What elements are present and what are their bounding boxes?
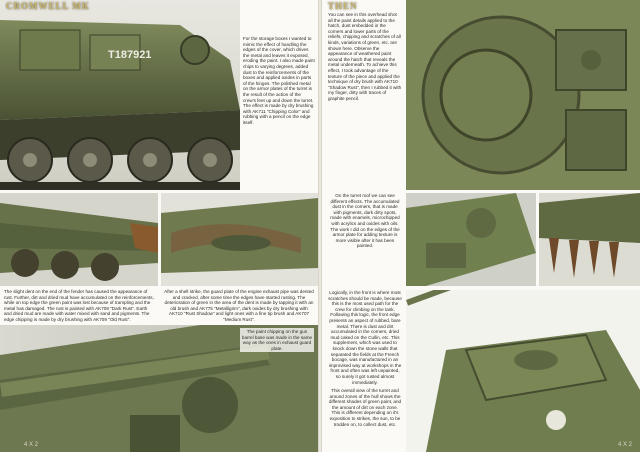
caption-front: Logically, in the front is where most scratches should be made, because this is the most used path for the crew for climbing on the tank. Following this logic, the front edge presents an aspect of rubbed, bare metal. There is dust and dirt accumulated in the corners, dried mud caked on the Cullin, etc. This supplement, which was used to knock down the stone walls that separated the fields at the French bocage, was manufactured in an improvised way at workshops in the front and often was left unpainted, so surely it got rusted almost immediately. (328, 290, 402, 385)
fender-closeup-photo (0, 193, 158, 286)
hedge-cutter-photo (539, 193, 640, 286)
hull-number-marking: T187921 (108, 49, 152, 61)
caption-exhaust: After a shell strike, the guard plate of the engine exhaust pipe was dented and cracked, after some time the edges have started rusting. The deterioration of green in the area of the dent is made by tapping it with an old brush and AK775 "Metalligrim", dark oxides by dry brushing with AK710 "Rust Shadow" and light ones with a fine tip brush and AK707 "Medium Rust". (164, 289, 314, 322)
right-page (322, 0, 640, 452)
hatch-overhead-photo (406, 0, 640, 190)
exhaust-guard-photo (161, 193, 318, 286)
tank-side-photo (0, 0, 240, 190)
turret-overall-photo (406, 290, 640, 452)
right-folio: 4 X 2 (617, 442, 632, 448)
turret-roof-photo (406, 193, 536, 286)
right-header-title: THEN (328, 1, 358, 11)
caption-hatch: You can see in this overhead shot all the paint details applied to the hatch, dust embedded in the corners and lower parts of the reliefs, chipping and scratches of all kinds, variations of green, etc. are shown here. Observe the appearance of weathered paint around the hatch that reveals the metal underneath. To achieve this effect, I took advantage of the texture of the piece and applied the technique of dry brush with AK710 "Shadow Rust", then I rubbed it with my finger, dirty with traces of graphite pencil. (328, 12, 402, 101)
caption-turret-roof: On the turret roof we can see different effects. The accumulated dust in the corners, that is made with pigments, dark dirty spots, made with enamels, microchipped with acrylics and oxides with oils. The work I did on the edges of the armor plate for adding texture is more visible after it has been painted. (330, 193, 400, 249)
left-page (0, 0, 318, 452)
caption-storage-boxes: For the storage boxes I wanted to mimic the effect of handling the edges of the cover, which drives the metal and leaves it exposed, eroding the paint. I also made paint chips to varying degrees, added dust to the reinforcements of the boxes and applied oxides in parts of the hinges. The polished metal on the armor plates of the turret is the result of the action of the crew's feet up and down the turret. The effect is made by dry brushing with AK711 "Chipping Color" and rubbing with a pencil on the edge itself. (243, 36, 315, 125)
caption-overall: This overall view of the turret and around zones of the hull shows the different shades of green paint, and the amount of dirt on each zone. This is different depending on it's exposition to strikes, the sun, to be trodden on, to collect dust, etc. (328, 388, 402, 427)
caption-fender: The slight dent on the end of the fender has caused the appearance of rust. Further, dirt and dried mud have accumulated on the reinforcements, while on top edge the green paint was lost because of trampling and the metal has damaged. The rust is painted with AK708 "Dark Rust". Earth and dried mud are made with water mixed with sand and pigments. The edge chipping is made by dry brushing with AK709 "Old Rust". (4, 289, 154, 322)
left-header-title: CROMWELL MK (6, 1, 90, 11)
caption-gun-barrel: The paint chipping on the gun barrel base was made in the same way as the ones in exhaust guard plate. (241, 329, 313, 351)
left-folio: 4 X 2 (24, 442, 39, 448)
